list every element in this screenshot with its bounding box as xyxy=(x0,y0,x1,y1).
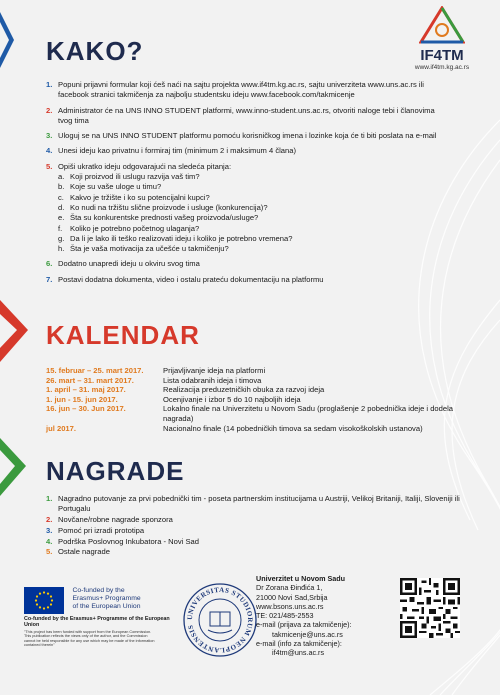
award-item: 1. Nagradno putovanje za prvi pobednički tim - poseta partnerskim institucijama u Austriji, Velikoj Britaniji, Italiji, Sloveniji ili Portugalu xyxy=(46,494,460,514)
question-item: b. Koje su vaše uloge u timu? xyxy=(58,182,162,192)
step-item: 4. Unesi ideju kao privatnu i formiraj tim (minimum 2 i maksimum 4 člana) xyxy=(46,146,297,156)
email-takmicenje[interactable]: takmicenje@uns.ac.rs xyxy=(272,629,343,639)
section-title-kako: KAKO? xyxy=(46,36,144,66)
logo-url[interactable]: www.if4tm.kg.ac.rs xyxy=(414,64,470,71)
award-item: 4. Podrška Poslovnog Inkubatora - Novi Sad xyxy=(46,536,199,546)
question-item: a. Koji proizvod ili uslugu razvija vaš tim? xyxy=(58,172,200,182)
calendar-list xyxy=(46,366,456,433)
calendar-row: 26. mart – 31. mart 2017. Lista odabranih ideja i timova xyxy=(46,375,262,385)
triangle-logo-icon xyxy=(419,6,465,44)
question-item: d. Ko nudi na tržištu slične proizvode i usluge (konkurencija)? xyxy=(58,202,268,212)
question-item: e. Šta su konkurentske prednosti vašeg proizvoda/usluge? xyxy=(58,213,259,223)
if4tm-logo xyxy=(402,6,482,71)
section-title-nagrade: NAGRADE xyxy=(46,456,185,486)
eu-small-text: Co-funded by the Erasmus+ Programme of the European Union xyxy=(24,616,170,629)
calendar-row: 15. februar – 25. mart 2017. Prijavljivanje ideja na platformi xyxy=(46,366,266,375)
awards-list xyxy=(46,494,466,558)
award-item: 5. Ostale nagrade xyxy=(46,547,110,557)
university-name: Univerzitet u Novom Sadu xyxy=(256,574,346,583)
seal-text: UNIVERSITAS STUDIORUM NEOPLANTENSIS xyxy=(185,585,255,655)
calendar-row: 16. jun – 30. Jun 2017. Lokalno finale na Univerzitetu u Novom Sadu (proglašenje 2 pobednička ideje i dodela nagrada) xyxy=(46,404,454,423)
step-item: 5. Opiši ukratko ideju odgovarajući na sledeća pitanja: a. Koji proizvod ili uslugu razvija vaš tim? b. Koje su vaše uloge u timu? c. Kakvo je tržište i ko su potencijalni kupci? d. Ko nudi na tržištu slične proizvode i usluge (konkurencija)? e. Šta su konkurentske prednosti vašeg proizvoda/usluge? f. Koliko je potrebno početnog ulaganja? g. Da li je lako ili teško realizovati ideju i koliko je potrebno vremena? h. Šta je vaša motivacija za učešće u takmičenju? xyxy=(46,161,293,254)
calendar-row: 1. april – 31. maj 2017. Realizacija preduzetničkih obuka za razvoj ideja xyxy=(46,385,325,395)
question-item: g. Da li je lako ili teško realizovati ideju i koliko je potrebno vremena? xyxy=(58,233,293,243)
email-if4tm[interactable]: if4tm@uns.ac.rs xyxy=(272,648,325,658)
step-item: 6. Dodatno unapredi ideju u okviru svog tima xyxy=(46,259,200,269)
step-item: 2. Administrator će na UNS INNO STUDENT platformi, www.inno-student.uns.ac.rs, otvoriti naloge tebi i članovima tvog tima xyxy=(46,105,435,125)
award-item: 2. Novčane/robne nagrade sponzora xyxy=(46,515,173,525)
logo-text: IF4TM xyxy=(420,47,464,64)
step-item: 1. Popuni prijavni formular koji ćeš naći na sajtu projekta www.if4tm.kg.ac.rs, sajtu univerziteta www.uns.ac.rs ili facebook stranici takmičenja za najbolju studentsku ideju www.facebook.com/takmicenje xyxy=(46,80,424,100)
questions-list xyxy=(58,172,292,254)
university-website[interactable]: www.bsons.uns.ac.rs xyxy=(256,601,324,611)
question-item: h. Šta je vaša motivacija za učešće u takmičenju? xyxy=(58,244,229,254)
qr-code-icon[interactable] xyxy=(400,578,460,638)
steps-list xyxy=(46,80,446,290)
section-title-kalendar: KALENDAR xyxy=(46,320,200,350)
question-item: c. Kakvo je tržište i ko su potencijalni kupci? xyxy=(58,192,210,202)
calendar-row: jul 2017. Nacionalno finale (14 pobedničkih timova sa sedam visokoškolskih ustanova) xyxy=(46,423,423,433)
eu-disclaimer: "This project has been funded with support from the European Commission. This publication reflects the views only of the author, and the Commission cannot be held responsible for any use which may be made of the information contained therein" xyxy=(24,629,155,648)
step-item: 3. Uloguj se na UNS INNO STUDENT platformu pomoću korisničkog imena i lozinke koja će ti biti poslata na e-mail xyxy=(46,131,437,141)
university-seal-icon xyxy=(182,582,258,658)
eu-flag-icon xyxy=(24,587,64,614)
eu-cofunding-block: Co-funded by the Erasmus+ Programme of the European Union Co-funded by the Erasmus+ Programme of the European Union "This project has been funded with support from the European Commission. This publication reflects the views only of the author, and the Commission cannot be held responsible for any use which may be made of the information contained therein" xyxy=(24,587,172,648)
question-item: f. Koliko je potrebno početnog ulaganja? xyxy=(58,223,200,233)
calendar-row: 1. jun - 15. jun 2017. Ocenjivanje i izbor 5 do 10 najboljih ideja xyxy=(46,394,301,404)
university-contact: Univerzitet u Novom Sadu Dr Zorana Đinđića 1, 21000 Novi Sad,Srbija www.bsons.uns.ac.rs TE: 021/485-2553 e-mail (prijava za takmičenje): takmicenje@uns.ac.rs e-mail (info za takmičenje): if4tm@uns.ac.rs xyxy=(256,574,396,658)
award-item: 3. Pomoć pri izradi prototipa xyxy=(46,525,145,535)
step-item: 7. Postavi dodatna dokumenta, video i ostalu prateću dokumentaciju na platformu xyxy=(46,274,324,284)
